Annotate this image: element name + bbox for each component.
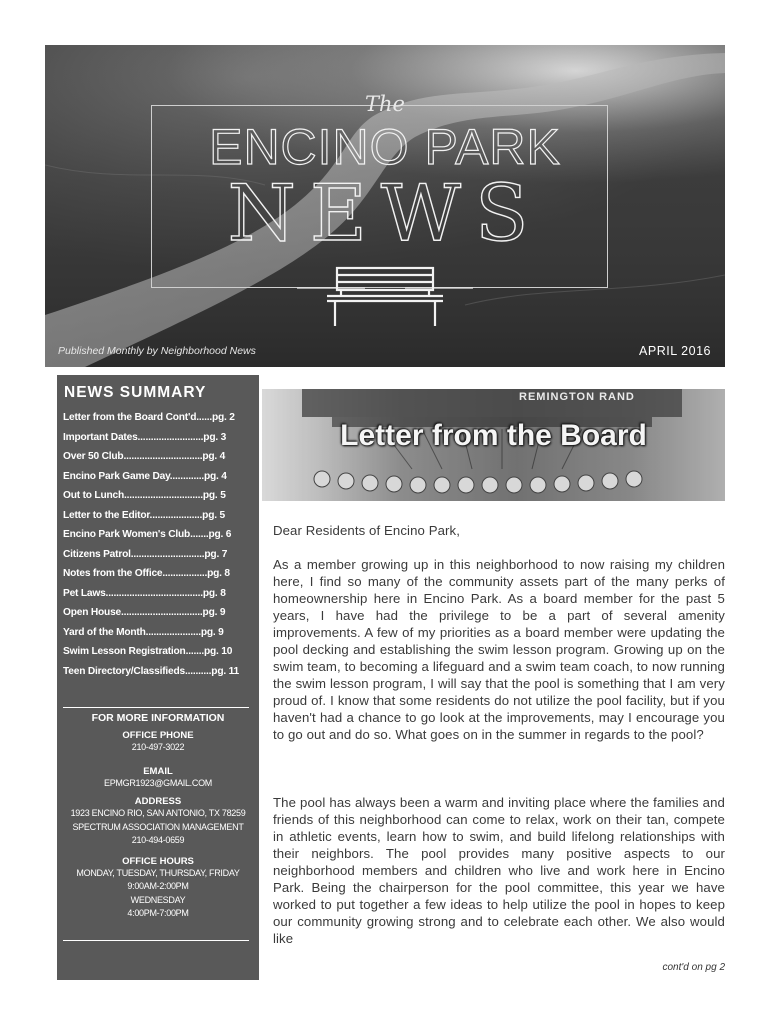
masthead [45,45,725,367]
management-phone: 210-494-0659 [131,835,185,845]
masthead-news: NEWS [227,169,543,259]
article-title: Letter from the Board [340,419,647,452]
toc-item: Important Dates.........................pg. 3 [63,431,227,443]
masthead-the: The [365,92,405,116]
bench-icon [297,248,473,330]
toc-item: Swim Lesson Registration.......pg. 10 [63,646,233,657]
toc-item: Open House...............................pg. 9 [63,607,226,618]
issue-date: APRIL 2016 [639,344,711,358]
office-hours-time: 9:00AM-2:00PM [127,881,189,891]
toc-item: Citizens Patrol............................pg. 7 [63,548,228,560]
office-hours-days: WEDNESDAY [130,894,186,905]
toc-item: Out to Lunch..............................pg. 5 [63,490,226,501]
toc-item: Encino Park Game Day.............pg. 4 [63,470,227,482]
divider [63,707,249,708]
toc-item: Pet Laws.....................................pg. 8 [63,587,226,599]
continued-note: cont'd on pg 2 [662,962,725,973]
table-of-contents [63,412,255,685]
article-paragraph: As a member growing up in this neighborhood to now raising my children here, I find so many of the community assets part of the many perks of homeownership here in Encino Park. As a board member for the past 5 years, I have had the privilege to be a part of several amenity improvements. A few of my priorities as a board member were updating the pool decking and establishing the swim lesson program. Growing up on the swim team, to becoming a lifeguard and a swim team coach, to now running the swim lesson program, I will say that the pool is something that I am very proud of. I know that some residents do not utilize the pool facility, but if you haven't had a chance to go look at the improvements, may I encourage you to go out and do so. What goes on in the summer in regards to the pool? [273,557,725,742]
typewriter-brand: REMINGTON RAND [519,391,635,403]
news-summary-title: NEWS SUMMARY [64,384,207,401]
more-info-heading: FOR MORE INFORMATION [91,712,225,724]
masthead-name: ENCINO PARK [209,119,561,175]
email: EPMGR1923@GMAIL.COM [104,777,212,788]
office-hours-time: 4:00PM-7:00PM [127,908,189,918]
contact-info [57,712,259,921]
address-line: 1923 ENCINO RIO, SAN ANTONIO, TX 78259 [70,808,246,818]
publication-note: Published Monthly by Neighborhood News [58,345,256,357]
office-hours-days: MONDAY, TUESDAY, THURSDAY, FRIDAY [76,867,240,878]
toc-item: Yard of the Month.....................pg. 9 [63,626,224,638]
divider [63,940,249,941]
article-banner [262,389,725,501]
management-company: SPECTRUM ASSOCIATION MANAGEMENT [72,821,244,832]
office-phone-label: OFFICE PHONE [122,730,194,741]
office-hours-label: OFFICE HOURS [122,855,194,867]
toc-item: Over 50 Club..............................pg. 4 [63,451,226,462]
office-phone: 210-497-3022 [131,742,185,752]
salutation: Dear Residents of Encino Park, [273,523,460,538]
news-summary-sidebar [57,375,259,980]
toc-item: Encino Park Women's Club.......pg. 6 [63,529,232,540]
address-label: ADDRESS [134,796,182,807]
email-label: EMAIL [143,765,173,777]
toc-item: Letter from the Board Cont'd......pg. 2 [63,412,235,423]
article-paragraph: The pool has always been a warm and inviting place where the families and friends of this neighborhood can come to relax, work on their tan, compete in athletic events, learn how to swim, and build lifelong relationships with their neighbors. The pool provides many positive aspects to our neighborhood members and children who live and work here in Encino Park. Being the chairperson for the pool committee, this year we have worked to put together a few ideas to help utilize the pool in hopes to keep our community growing strong and to celebrate each other. We also would like [273,795,725,946]
toc-item: Notes from the Office.................pg. 8 [63,568,230,579]
toc-item: Letter to the Editor....................pg. 5 [63,509,225,521]
toc-item: Teen Directory/Classifieds..........pg. 11 [63,665,239,677]
